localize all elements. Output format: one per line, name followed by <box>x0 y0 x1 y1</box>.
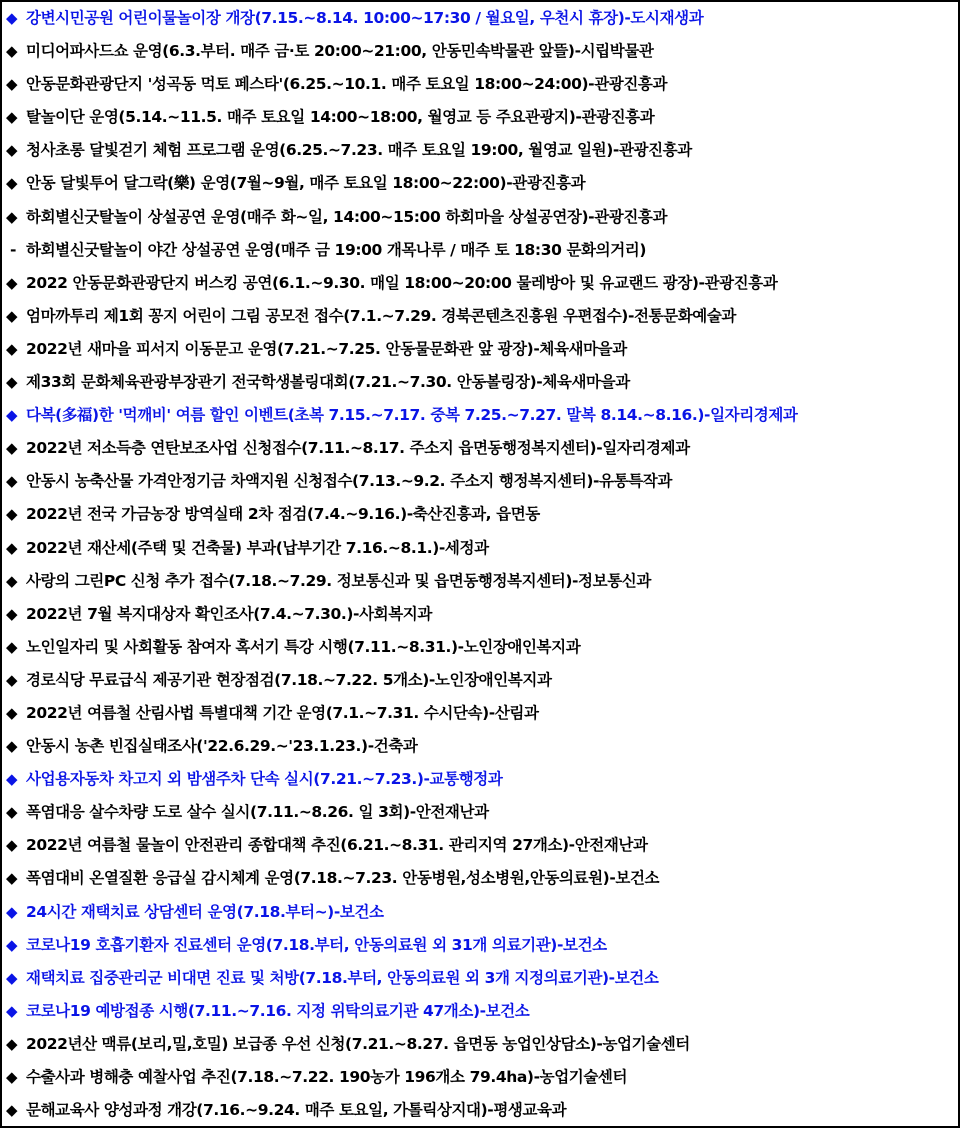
diamond-bullet-icon: ◆ <box>6 306 18 325</box>
diamond-bullet-icon: ◆ <box>6 174 18 193</box>
list-item <box>6 399 958 432</box>
diamond-bullet-icon: ◆ <box>6 869 18 888</box>
list-item <box>6 796 958 829</box>
diamond-bullet-icon: ◆ <box>6 935 18 954</box>
list-item <box>6 730 958 763</box>
diamond-bullet-icon: ◆ <box>6 770 18 789</box>
diamond-bullet-icon: ◆ <box>6 670 18 689</box>
list-item-text: 사업용자동차 차고지 외 밤샘주차 단속 실시(7.21.~7.23.)-교통행정과 <box>26 770 503 789</box>
list-item <box>6 333 958 366</box>
diamond-bullet-icon: ◆ <box>6 968 18 987</box>
diamond-bullet-icon: ◆ <box>6 207 18 226</box>
list-item <box>6 366 958 399</box>
diamond-bullet-icon: ◆ <box>6 9 18 27</box>
diamond-bullet-icon: ◆ <box>6 141 18 160</box>
list-item-text: 제33회 문화체육관광부장관기 전국학생볼링대회(7.21.~7.30. 안동볼링장)-체육새마을과 <box>26 373 630 392</box>
list-item <box>6 201 958 234</box>
list-item-text: 2022년 저소득층 연탄보조사업 신청접수(7.11.~8.17. 주소지 읍면동행정복지센터)-일자리경제과 <box>26 439 690 458</box>
diamond-bullet-icon: ◆ <box>6 406 18 425</box>
list-item <box>6 929 958 962</box>
diamond-bullet-icon: ◆ <box>6 571 18 590</box>
list-item <box>6 267 958 300</box>
list-item <box>6 35 958 68</box>
list-item <box>6 763 958 796</box>
list-item <box>6 2 958 35</box>
list-item <box>6 862 958 895</box>
list-item-text: 2022 안동문화관광단지 버스킹 공연(6.1.~9.30. 매일 18:00~20:00 물레방아 및 유교랜드 광장)-관광진흥과 <box>26 273 778 292</box>
diamond-bullet-icon: ◆ <box>6 538 18 557</box>
list-item <box>6 532 958 565</box>
list-item-text: 하회별신굿탈놀이 상설공연 운영(매주 화~일, 14:00~15:00 하회마을 상설공연장)-관광진흥과 <box>26 207 668 226</box>
diamond-bullet-icon: ◆ <box>6 637 18 656</box>
diamond-bullet-icon: ◆ <box>6 737 18 756</box>
list-item <box>6 167 958 200</box>
list-item-text: 다복(多福)한 '먹깨비' 여름 할인 이벤트(초복 7.15.~7.17. 중복 7.25.~7.27. 말복 8.14.~8.16.)-일자리경제과 <box>26 406 798 425</box>
list-item-text: 코로나19 호흡기환자 진료센터 운영(7.18.부터, 안동의료원 외 31개 의료기관)-보건소 <box>26 935 607 954</box>
list-item <box>6 300 958 333</box>
list-item <box>6 1028 958 1061</box>
list-item-text: 안동시 농축산물 가격안정기금 차액지원 신청접수(7.13.~9.2. 주소지 행정복지센터)-유통특작과 <box>26 472 672 491</box>
list-item-text: 2022년 전국 가금농장 방역실태 2차 점검(7.4.~9.16.)-축산진흥과, 읍면동 <box>26 505 540 524</box>
list-item <box>6 697 958 730</box>
list-item-text: 2022년산 맥류(보리,밀,호밀) 보급종 우선 신청(7.21.~8.27. 읍면동 농업인상담소)-농업기술센터 <box>26 1034 690 1053</box>
diamond-bullet-icon: ◆ <box>6 836 18 855</box>
diamond-bullet-icon: ◆ <box>6 505 18 524</box>
list-item-text: 2022년 7월 복지대상자 확인조사(7.4.~7.30.)-사회복지과 <box>26 604 432 623</box>
list-item-text: 안동시 농촌 빈집실태조사('22.6.29.~'23.1.23.)-건축과 <box>26 737 418 756</box>
list-item-text: 안동문화관광단지 '성곡동 먹토 페스타'(6.25.~10.1. 매주 토요일 18:00~24:00)-관광진흥과 <box>26 75 668 94</box>
diamond-bullet-icon: ◆ <box>6 75 18 94</box>
diamond-bullet-icon: ◆ <box>6 1001 18 1020</box>
list-item-text: 경로식당 무료급식 제공기관 현장점검(7.18.~7.22. 5개소)-노인장애인복지과 <box>26 670 552 689</box>
diamond-bullet-icon: ◆ <box>6 1034 18 1053</box>
list-item <box>6 498 958 531</box>
list-item-text: 2022년 여름철 산림사법 특별대책 기간 운영(7.1.~7.31. 수시단속)-산림과 <box>26 703 539 722</box>
diamond-bullet-icon: ◆ <box>6 902 18 921</box>
diamond-bullet-icon: ◆ <box>6 339 18 358</box>
list-item <box>6 134 958 167</box>
diamond-bullet-icon: ◆ <box>6 703 18 722</box>
diamond-bullet-icon: ◆ <box>6 273 18 292</box>
list-item-text: 강변시민공원 어린이물놀이장 개장(7.15.~8.14. 10:00~17:30 / 월요일, 우천시 휴장)-도시재생과 <box>26 9 704 27</box>
list-item <box>6 101 958 134</box>
diamond-bullet-icon: ◆ <box>6 42 18 61</box>
list-item-text: 안동 달빛투어 달그락(樂) 운영(7월~9월, 매주 토요일 18:00~22:00)-관광진흥과 <box>26 174 586 193</box>
list-item-text: 폭염대비 온열질환 응급실 감시체계 운영(7.18.~7.23. 안동병원,성소병원,안동의료원)-보건소 <box>26 869 660 888</box>
list-item <box>6 1061 958 1094</box>
list-item-text: 노인일자리 및 사회활동 참여자 혹서기 특강 시행(7.11.~8.31.)-노인장애인복지과 <box>26 637 581 656</box>
list-item <box>6 962 958 995</box>
diamond-bullet-icon: ◆ <box>6 803 18 822</box>
list-item-text: 탈놀이단 운영(5.14.~11.5. 매주 토요일 14:00~18:00, 월영교 등 주요관광지)-관광진흥과 <box>26 108 655 127</box>
list-item <box>6 631 958 664</box>
list-item-text: 문해교육사 양성과정 개강(7.16.~9.24. 매주 토요일, 가톨릭상지대)-평생교육과 <box>26 1101 567 1120</box>
list-item <box>6 664 958 697</box>
list-item <box>6 995 958 1028</box>
diamond-bullet-icon: ◆ <box>6 604 18 623</box>
list-item-text: 미디어파사드쇼 운영(6.3.부터. 매주 금·토 20:00~21:00, 안동민속박물관 앞뜰)-시립박물관 <box>26 42 654 61</box>
diamond-bullet-icon: ◆ <box>6 373 18 392</box>
list-item <box>6 432 958 465</box>
list-item <box>6 68 958 101</box>
list-item-text: 코로나19 예방접종 시행(7.11.~7.16. 지정 위탁의료기관 47개소)-보건소 <box>26 1001 530 1020</box>
diamond-bullet-icon: ◆ <box>6 108 18 127</box>
list-item-text: 2022년 재산세(주택 및 건축물) 부과(납부기간 7.16.~8.1.)-세정과 <box>26 538 489 557</box>
diamond-bullet-icon: ◆ <box>6 1101 18 1120</box>
list-item <box>6 1094 958 1127</box>
list-item-text: 청사초롱 달빛걷기 체험 프로그램 운영(6.25.~7.23. 매주 토요일 19:00, 월영교 일원)-관광진흥과 <box>26 141 692 160</box>
sub-list-item <box>6 234 958 267</box>
list-item-text: 하회별신굿탈놀이 야간 상설공연 운영(매주 금 19:00 개목나루 / 매주 토 18:30 문화의거리) <box>26 240 647 259</box>
list-item-text: 수출사과 병해충 예찰사업 추진(7.18.~7.22. 190농가 196개소 79.4ha)-농업기술센터 <box>26 1068 628 1086</box>
list-item-text: 24시간 재택치료 상담센터 운영(7.18.부터~)-보건소 <box>26 902 384 921</box>
list-item-text: 재택치료 집중관리군 비대면 진료 및 처방(7.18.부터, 안동의료원 외 3개 지정의료기관)-보건소 <box>26 968 659 987</box>
list-item-text: 사랑의 그린PC 신청 추가 접수(7.18.~7.29. 정보통신과 및 읍면동행정복지센터)-정보통신과 <box>26 571 651 590</box>
dash-icon: - <box>10 240 17 259</box>
list-item-text: 2022년 여름철 물놀이 안전관리 종합대책 추진(6.21.~8.31. 관리지역 27개소)-안전재난과 <box>26 836 648 855</box>
diamond-bullet-icon: ◆ <box>6 1068 18 1086</box>
diamond-bullet-icon: ◆ <box>6 472 18 491</box>
list-item <box>6 465 958 498</box>
list-item <box>6 565 958 598</box>
list-item <box>6 829 958 862</box>
list-item-text: 2022년 새마을 피서지 이동문고 운영(7.21.~7.25. 안동물문화관 앞 광장)-체육새마을과 <box>26 339 627 358</box>
list-item-text: 엄마까투리 제1회 꽁지 어린이 그림 공모전 접수(7.1.~7.29. 경북콘텐츠진흥원 우편접수)-전통문화예술과 <box>26 306 736 325</box>
list-item <box>6 598 958 631</box>
list-item-text: 폭염대응 살수차량 도로 살수 실시(7.11.~8.26. 일 3회)-안전재난과 <box>26 803 489 822</box>
list-item <box>6 896 958 929</box>
diamond-bullet-icon: ◆ <box>6 439 18 458</box>
